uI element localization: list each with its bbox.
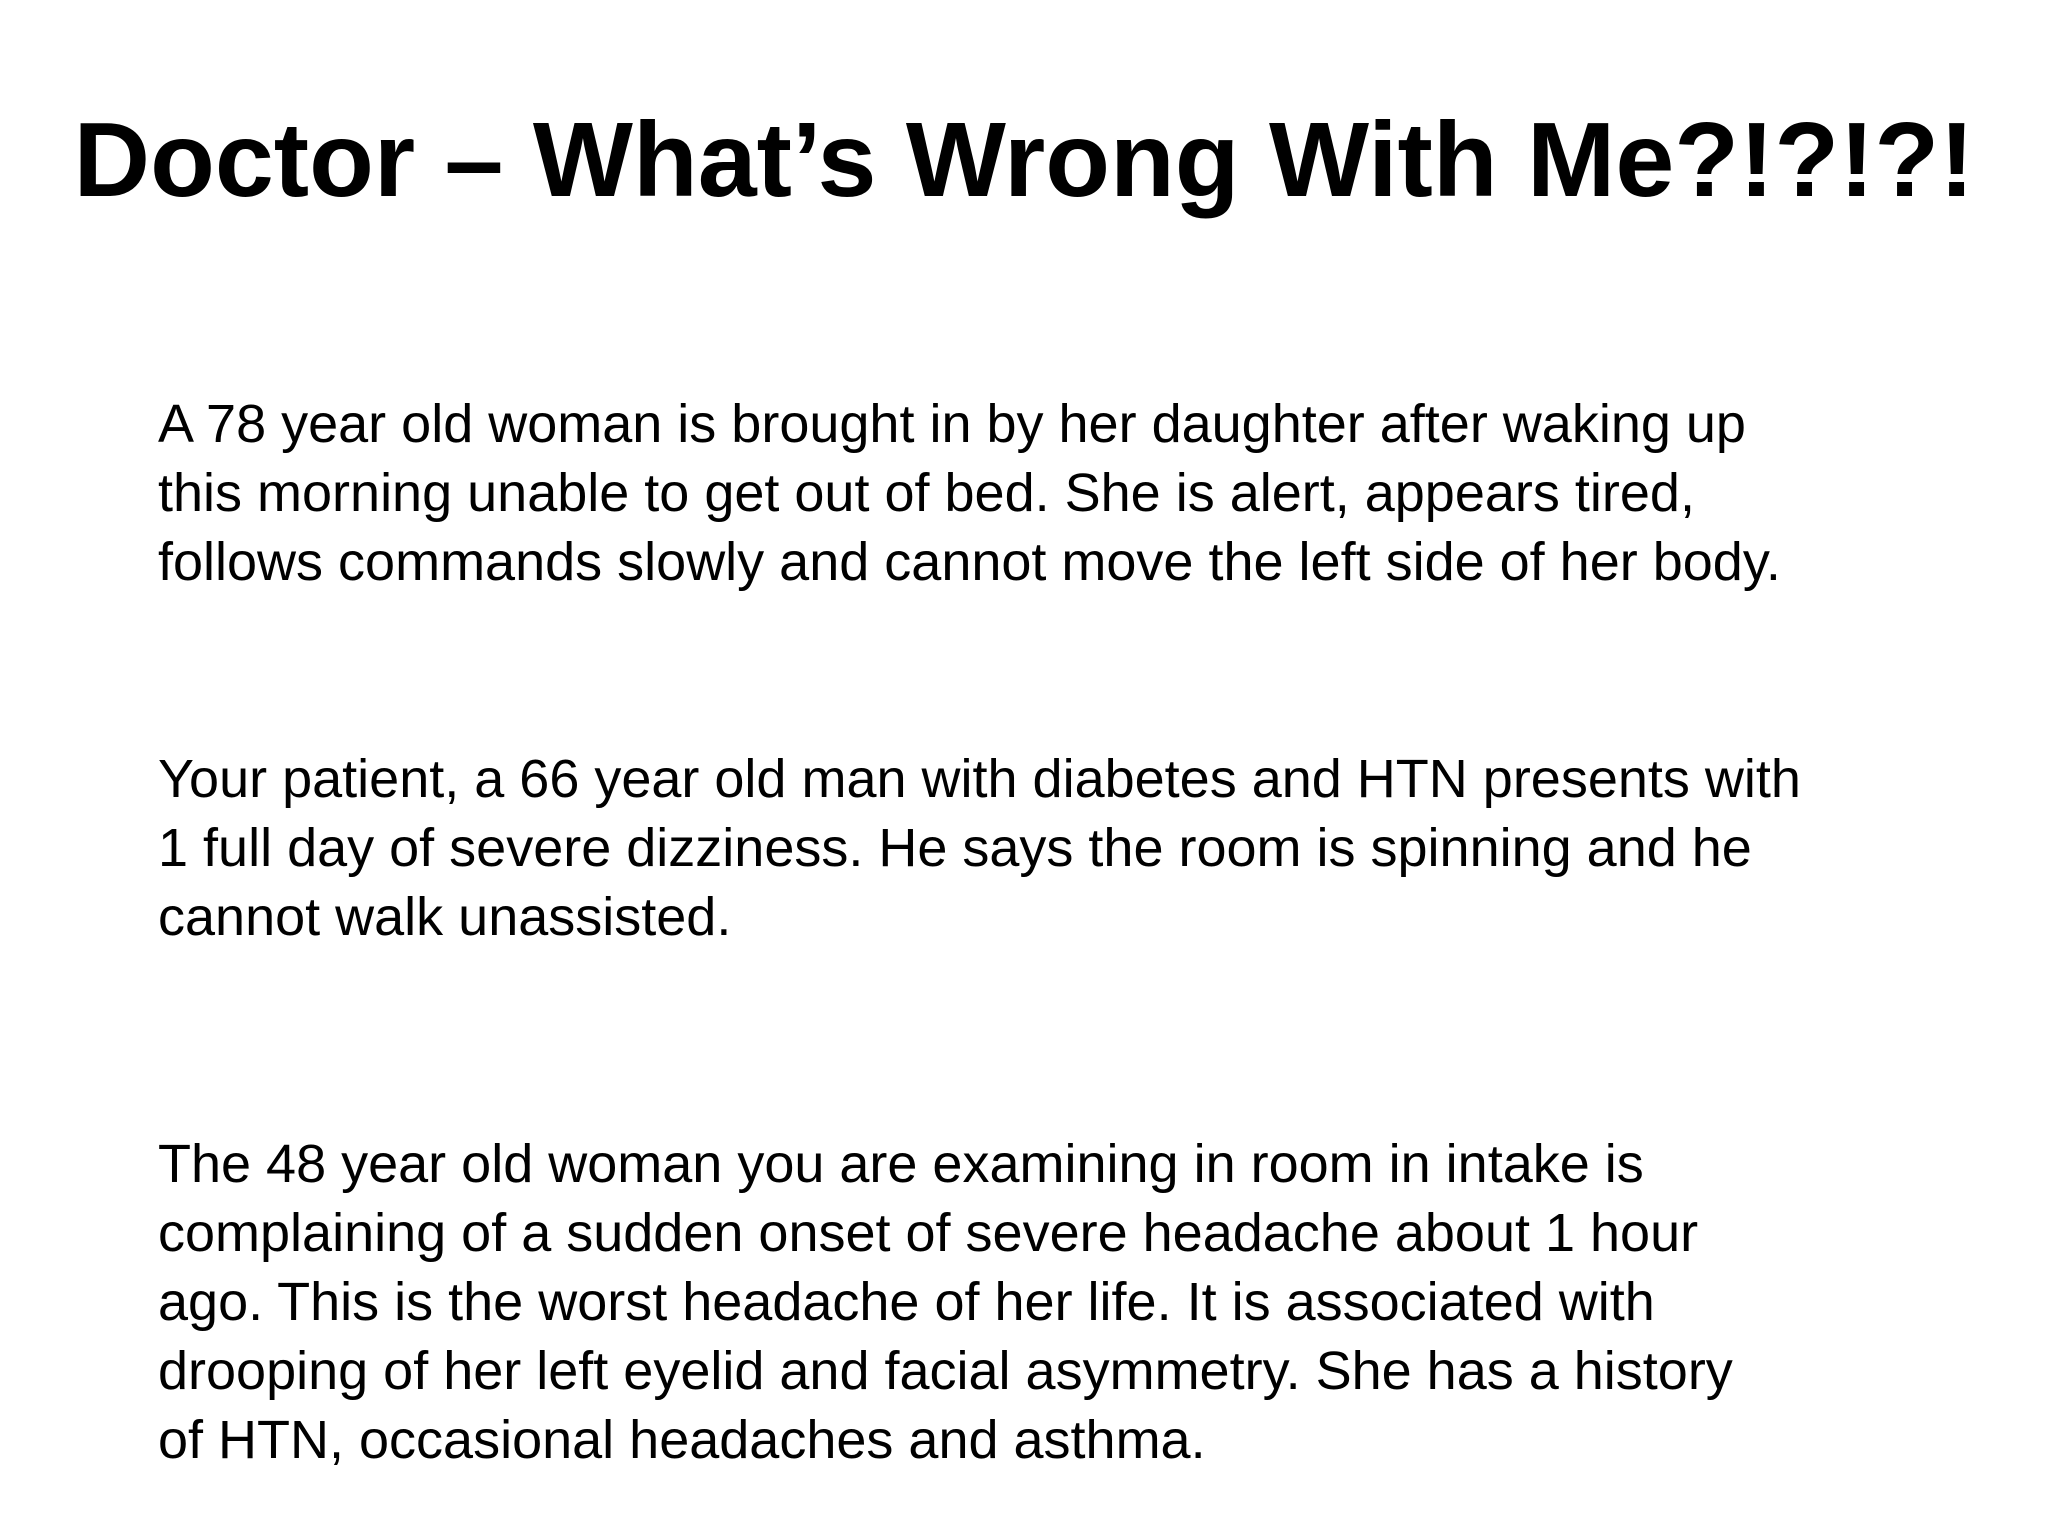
slide-title: Doctor – What’s Wrong With Me?!?!?! bbox=[73, 101, 1975, 219]
case-line: cannot walk unassisted. bbox=[158, 887, 732, 947]
case-line: 1 full day of severe dizziness. He says the room is spinning and he bbox=[158, 818, 1752, 878]
case-line: A 78 year old woman is brought in by her daughter after waking up bbox=[158, 394, 1746, 454]
case-line: The 48 year old woman you are examining in room in intake is bbox=[158, 1134, 1644, 1194]
case-paragraph-stroke bbox=[158, 390, 1998, 597]
case-paragraph-headache bbox=[158, 1130, 1998, 1475]
case-line: this morning unable to get out of bed. She is alert, appears tired, bbox=[158, 463, 1695, 523]
case-paragraph-dizziness bbox=[158, 745, 1998, 952]
case-line: ago. This is the worst headache of her life. It is associated with bbox=[158, 1272, 1655, 1332]
case-line: of HTN, occasional headaches and asthma. bbox=[158, 1410, 1206, 1470]
case-line: Your patient, a 66 year old man with diabetes and HTN presents with bbox=[158, 749, 1801, 809]
case-line: follows commands slowly and cannot move the left side of her body. bbox=[158, 532, 1781, 592]
case-line: drooping of her left eyelid and facial asymmetry. She has a history bbox=[158, 1341, 1733, 1401]
case-line: complaining of a sudden onset of severe headache about 1 hour bbox=[158, 1203, 1699, 1263]
